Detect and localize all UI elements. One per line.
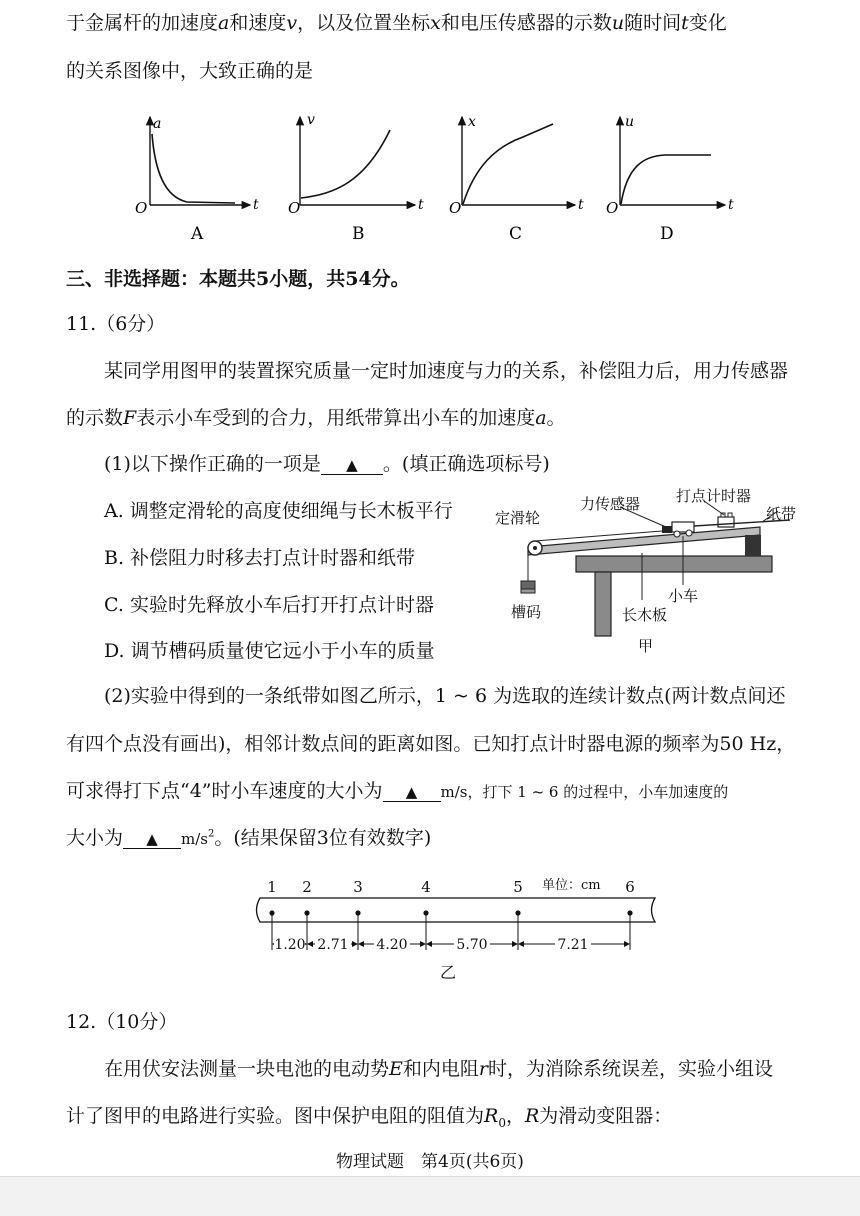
point-label-5: 5 [513, 878, 523, 896]
label-pulley: 定滑轮 [495, 509, 541, 527]
section-3-heading: 三、非选择题：本题共5小题，共54分。 [66, 268, 410, 290]
graph-d-option: D [660, 224, 674, 244]
graph-c-ylabel: x [468, 114, 476, 130]
figure-jia-caption: 甲 [638, 637, 654, 655]
distance-label-5: 7.21 [557, 937, 589, 953]
q11-option-a: A. 调整定滑轮的高度使细绳与长木板平行 [104, 500, 453, 522]
graph-b [288, 112, 424, 244]
graph-c-curve [463, 124, 553, 204]
figure-yi [250, 876, 670, 986]
graph-a-option: A [191, 224, 204, 244]
q11-option-c: C. 实验时先释放小车后打开打点计时器 [104, 594, 434, 616]
distance-label-3: 4.20 [376, 937, 408, 953]
graph-d-curve [621, 155, 711, 204]
q12-line-2: 计了图甲的电路进行实验。图中保护电阻的阻值为$R_0$，R为滑动变阻器： [66, 1105, 673, 1130]
q11-sub2-line-2: 有四个点没有画出)，相邻计数点间的距离如图。已知打点计时器电源的频率为50 Hz， [66, 733, 796, 755]
point-label-3: 3 [353, 878, 363, 896]
graph-d [606, 114, 734, 244]
graph-c-origin: O [449, 199, 462, 217]
label-timer: 打点计时器 [676, 487, 752, 505]
graph-d-origin: O [606, 199, 619, 217]
label-board: 长木板 [622, 606, 668, 624]
answer-blank-3[interactable]: ▲ [123, 830, 181, 849]
graph-a-curve [152, 134, 235, 203]
graph-b-ylabel: v [307, 112, 315, 128]
distance-label-1: 1.20 [274, 937, 306, 953]
label-tape: 纸带 [766, 505, 797, 523]
q12-line-1: 在用伏安法测量一块电池的电动势E和内电阻r时，为消除系统误差，实验小组设 [104, 1058, 774, 1080]
figure-yi-caption: 乙 [439, 963, 457, 982]
graph-d-xlabel: t [728, 197, 734, 213]
option-graphs [125, 112, 745, 247]
graph-b-curve [301, 130, 390, 198]
answer-blank-2[interactable]: ▲ [383, 783, 441, 802]
distance-label-2: 2.71 [317, 937, 349, 953]
q11-sub2-line-3: 可求得打下点“4”时小车速度的大小为 ▲ m/s，打下 1 ~ 6 的过程中，小车加速度的 [66, 780, 729, 802]
intro-line-2: 的关系图像中，大致正确的是 [66, 60, 314, 82]
q11-header: 11.（6分） [66, 313, 166, 335]
q11-sub2-line-4: 大小为 ▲ $m/s^2$。(结果保留3位有效数字) [66, 827, 432, 849]
page-bottom-strip [0, 1176, 860, 1216]
label-weight: 槽码 [511, 603, 542, 621]
point-label-2: 2 [302, 878, 312, 896]
distance-label-4: 5.70 [456, 937, 488, 953]
intro-line-1: 于金属杆的加速度a和速度v，以及位置坐标x和电压传感器的示数u随时间t变化 [66, 12, 727, 34]
graph-b-xlabel: t [418, 197, 424, 213]
figure-jia [490, 485, 800, 660]
point-label-1: 1 [267, 878, 277, 896]
graph-a-origin: O [135, 199, 148, 217]
q11-option-d: D. 调节槽码质量使它远小于小车的质量 [104, 640, 435, 662]
graph-d-ylabel: u [625, 114, 635, 130]
paper-tape [250, 876, 670, 986]
graph-a-xlabel: t [253, 197, 259, 213]
label-force-sensor: 力传感器 [580, 495, 641, 513]
q11-sub1: (1)以下操作正确的一项是 ▲ 。(填正确选项标号) [104, 453, 550, 475]
q11-option-b: B. 补偿阻力时移去打点计时器和纸带 [104, 547, 416, 569]
graph-a-ylabel: a [153, 116, 162, 132]
point-label-4: 4 [421, 878, 431, 896]
q12-header: 12.（10分） [66, 1011, 178, 1033]
q11-sub2-line-1: (2)实验中得到的一条纸带如图乙所示，1 ~ 6 为选取的连续计数点(两计数点间还 [104, 685, 786, 707]
point-label-6: 6 [625, 878, 635, 896]
graph-c [449, 114, 584, 244]
unit-label: 单位：cm [542, 878, 601, 893]
page-footer: 物理试题 第4页(共6页) [336, 1152, 524, 1172]
graph-a [135, 116, 259, 244]
graph-c-xlabel: t [578, 197, 584, 213]
answer-blank-1[interactable]: ▲ [321, 456, 383, 475]
label-cart: 小车 [668, 587, 699, 605]
graph-b-option: B [352, 224, 365, 244]
q11-para-line-1: 某同学用图甲的装置探究质量一定时加速度与力的关系，补偿阻力后，用力传感器 [104, 360, 789, 382]
graph-c-option: C [509, 224, 523, 244]
graph-b-origin: O [288, 199, 301, 217]
q11-para-line-2: 的示数F表示小车受到的合力，用纸带算出小车的加速度a。 [66, 407, 566, 429]
